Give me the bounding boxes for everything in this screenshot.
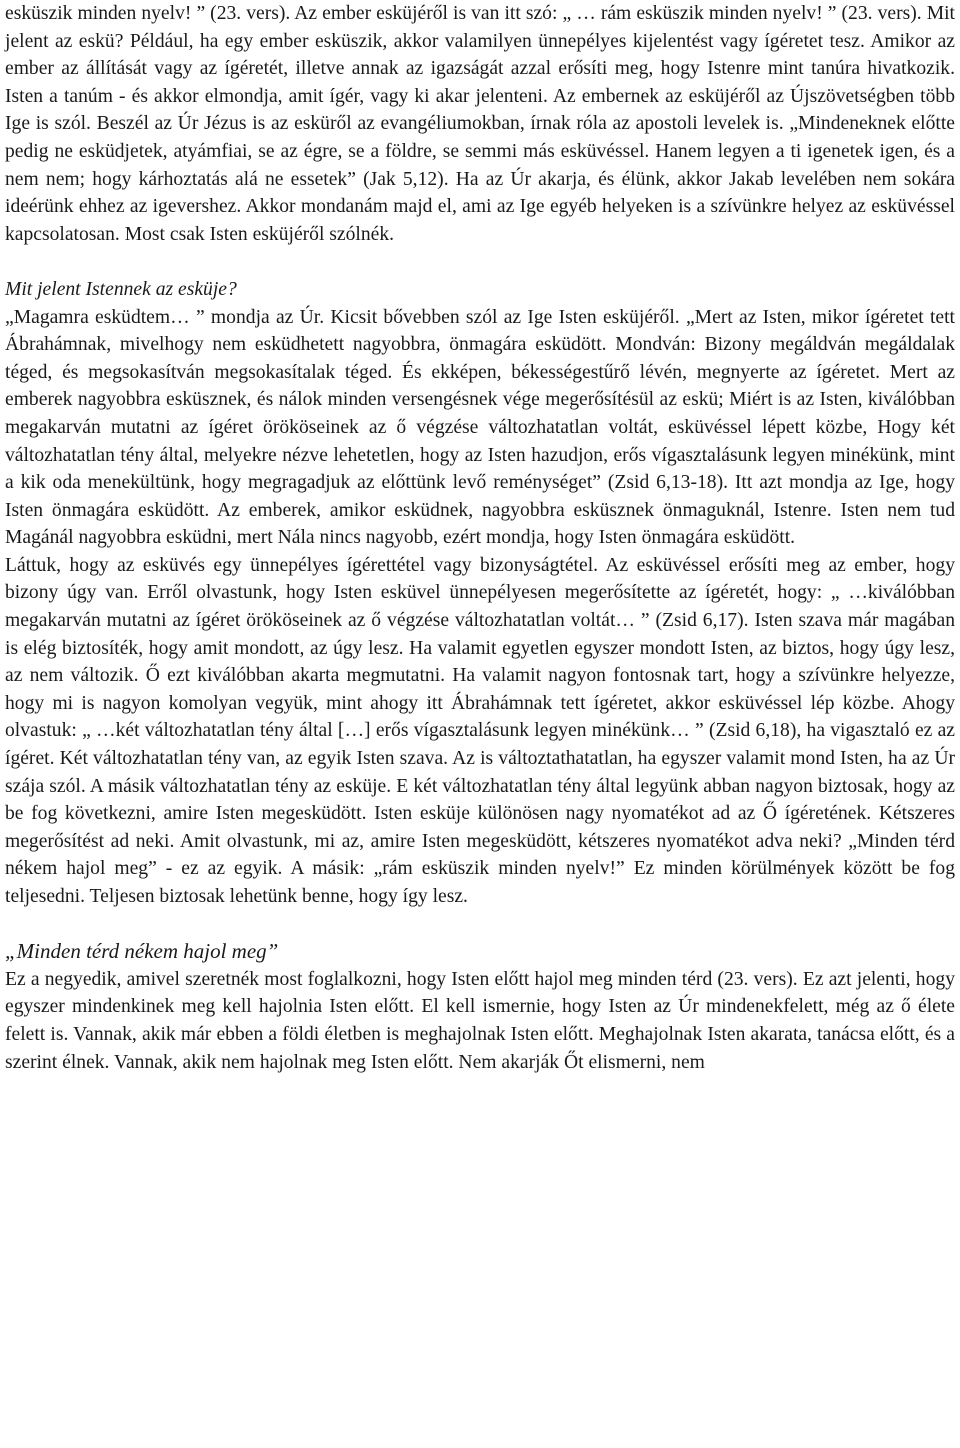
paragraph-gods-oath: „Magamra esküdtem… ” mondja az Úr. Kicsit bővebben szól az Ige Isten esküjéről. „Mert az Isten, mikor ígéretet tett Ábrahámnak, mivelhogy nem esküdhetett nagyobbra, önmagára esküdött. Mondván: Bizony megáldván megáldalak téged, és megsokasítván megsokasítalak téged. És ekképen, békességestűrő lévén, megnyerte az ígéretet. Mert az emberek nagyobbra esküsznek, és nálok minden versengésnek vége megerősítésül az eskü; Miért is az Isten, kiválóbban megakarván mutatni az ígéret örököseinek az ő végzése változhatatlan voltát, esküvéssel lépett közbe, Hogy két változhatatlan tény által, melyekre nézve lehetetlen, hogy az Isten hazudjon, erős vígasztalásunk legyen minékünk, mint a kik oda menekültünk, hogy megragadjuk az előttünk levő reménységet” (Zsid 6,13-18). Itt azt mondja az Ige, hogy Isten önmagára esküdött. Az emberek, amikor esküdnek, nagyobbra esküsznek önmaguknál, Istenre. Isten nem tud Magánál nagyobbra esküdni, mert Nála nincs nagyobb, ezért mondja, hogy Isten önmagára esküdött. — [5, 306, 955, 549]
paragraph-oath-meaning: esküszik minden nyelv! ” (23. vers). Az ember esküjéről is van itt szó: „ … rám esküszik minden nyelv! ” (23. vers). Mit jelent az eskü? Például, ha egy ember esküszik, akkor valamilyen ünnepélyes kijelentést vagy ígéretet tesz. Amikor az ember az állítását vagy az ígéretét, illetve annak az igazságát azzal erősíti meg, hogy Istenre mint tanúra hivatkozik. Isten a tanúm - és akkor elmondja, amit ígér, vagy ki akar jelenteni. Az embernek az esküjéről az Újszövetségben több Ige is szól. Beszél az Úr Jézus is az esküről az evangéliumokban, írnak róla az apostoli levelek is. „Mindeneknek előtte pedig ne esküdjetek, atyámfiai, se az égre, se a földre, se semmi más esküvéssel. Hanem legyen a ti igenetek igen, és a nem nem; hogy kárhoztatás alá ne essetek” (Jak 5,12). Ha az Úr akarja, és élünk, akkor Jakab levelében nem sokára ideérünk ehhez az igevershez. Akkor mondanám majd el, ami az Ige egyéb helyeken is a szívünkre helyez az esküvéssel kapcsolatosan. Most csak Isten esküjéről szólnék. — [5, 3, 955, 245]
section-heading-gods-oath: Mit jelent Istennek az esküje? — [5, 278, 237, 300]
section-heading-every-knee: „Minden térd nékem hajol meg” — [5, 939, 279, 964]
paragraph-gap — [5, 248, 955, 276]
paragraph-two-unchangeable-facts: Láttuk, hogy az esküvés egy ünnepélyes ígérettétel vagy bizonyságtétel. Az esküvéssel erősíti meg az ember, hogy bizony úgy van. Erről olvastunk, hogy Isten esküvel ünnepélyesen megerősítette az ígéretét, hogy: „ …kiválóbban megakarván mutatni az ígéret örököseinek az ő végzése változhatatlan voltát… ” (Zsid 6,17). Isten szava már magában is elég biztosíték, hogy amit mondott, az úgy lesz. Ha valamit egyetlen egyszer mondott Isten, az biztos, hogy úgy lesz, az nem változik. Ő ezt kiválóbban akarta megmutatni. Ha valamit nagyon fontosnak tart, hogy a szívünkre helyezze, hogy mi is nagyon komolyan vegyük, mint ahogy itt Ábrahámnak tett ígéretet, akkor esküvéssel lép közbe. Ahogy olvastuk: „ …két változhatatlan tény által […] erős vígasztalásunk legyen minékünk… ” (Zsid 6,18), ha vigasztaló ez az ígéret. Két változhatatlan tény van, az egyik Isten szava. Az is változtathatatlan, ha egyszer valamit mond Isten, ha az Úr szája szól. A másik változhatatlan tény az esküje. E két változhatatlan tény által legyünk abban nagyon biztosak, hogy az be fog következni, amire Isten megesküdött. Isten esküje különösen nagy nyomatékot ad az Ő ígéretének. Kétszeres megerősítést ad neki. Amit olvastunk, mi az, amire Isten megesküdött, kétszeres nyomatékot adva neki? „Minden térd nékem hajol meg” - ez az egyik. A másik: „rám esküszik minden nyelv!” Ez minden körülmények között be fog teljesedni. Teljesen biztosak lehetünk benne, hogy így lesz. — [5, 554, 955, 907]
document-page — [5, 0, 955, 1076]
paragraph-every-knee: Ez a negyedik, amivel szeretnék most foglalkozni, hogy Isten előtt hajol meg minden térd (23. vers). Ez azt jelenti, hogy egyszer mindenkinek meg kell hajolnia Isten előtt. El kell ismernie, hogy Isten az Úr mindenekfelett, még az ő élete felett is. Vannak, akik már ebben a földi életben is meghajolnak Isten előtt. Meghajolnak Isten akarata, tanácsa előtt, és a szerint élnek. Vannak, akik nem hajolnak meg Isten előtt. Nem akarják Őt elismerni, nem — [5, 968, 955, 1073]
paragraph-gap — [5, 911, 955, 939]
